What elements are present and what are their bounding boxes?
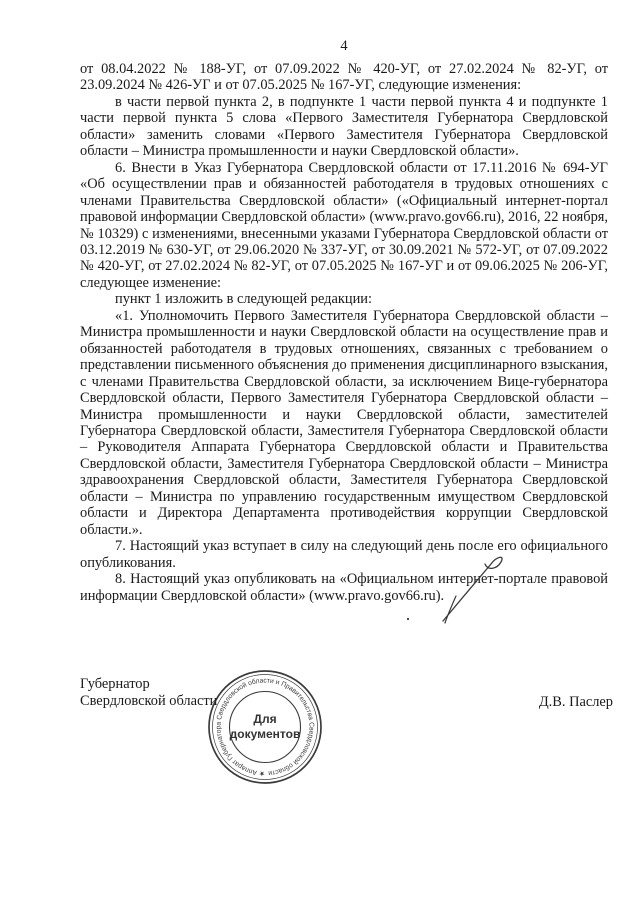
stamp-center-text-line1: Для <box>253 712 277 726</box>
ink-dot <box>407 618 409 620</box>
stamp-ring-text: ★ Аппарат Губернатора Свердловской области и Правительства Свердловской области <box>215 677 315 777</box>
paragraph: в части первой пункта 2, в подпункте 1 части первой пункта 4 и подпункте 1 части первой пункта 5 слова «Первого Заместителя Губернатора Свердловской области» заменить словами «Первого Заместителя Губернатора Свердловской области – Министра промышленности и науки Свердловской области». <box>80 93 608 160</box>
paragraph: от 08.04.2022 № 188-УГ, от 07.09.2022 № 420-УГ, от 27.02.2024 № 82-УГ, от 23.09.2024 № 426-УГ и от 07.05.2025 № 167-УГ, следующие изменения: <box>80 61 608 94</box>
official-round-stamp <box>190 652 340 802</box>
paragraph: пункт 1 изложить в следующей редакции: <box>115 291 372 308</box>
signatory-title-line2: Свердловской области <box>80 693 218 709</box>
paragraph: 6. Внести в Указ Губернатора Свердловской области от 17.11.2016 № 694-УГ «Об осуществлении прав и обязанностей работодателя в трудовых отношениях с членами Правительства Свердловской области» («Официальный интернет-портал правовой информации Свердловской области» (www.pravo.gov66.ru), 2016, 22 ноября, № 10329) с изменениями, внесенными указами Губернатора Свердловской области от 03.12.2019 № 630-УГ, от 29.06.2020 № 337-УГ, от 30.09.2021 № 572-УГ, от 07.09.2022 № 420-УГ, от 27.02.2024 № 82-УГ, от 07.05.2025 № 167-УГ и от 09.06.2025 № 206-УГ, следующее изменение: <box>80 159 608 291</box>
paragraph: «1. Уполномочить Первого Заместителя Губернатора Свердловской области – Министра промышленности и науки Свердловской области на осуществление прав и обязанностей работодателя в трудовых отношениях, связанных с требованием о представлении письменного объяснения до применения дисциплинарного взыскания, с членами Правительства Свердловской области, за исключением Вице-губернатора Свердловской области, Первого Заместителя Губернатора Свердловской области – Министра промышленности и науки Свердловской области, заместителей Губернатора Свердловской области, Заместителя Губернатора Свердловской области – Руководителя Аппарата Губернатора Свердловской области и Правительства Свердловской области, Заместителя Губернатора Свердловской области – Министра здравоохранения Свердловской области, Заместителя Губернатора Свердловской области – Министра по управлению государственным имуществом Свердловской области и Директора Департамента противодействия коррупции Свердловской области.». <box>80 307 608 538</box>
paragraph: 7. Настоящий указ вступает в силу на следующий день после его официального опубликования. <box>80 538 608 571</box>
handwritten-signature-stroke <box>400 545 515 630</box>
stamp-center-text-line2: документов <box>229 727 301 741</box>
paragraph: 8. Настоящий указ опубликовать на «Официальном интернет-портале правовой информации Свердловской области» (www.pravo.gov66.ru). <box>80 571 608 604</box>
decree-text <box>80 61 608 604</box>
signatory-title-line1: Губернатор <box>80 676 150 692</box>
signatory-name: Д.В. Паслер <box>538 694 613 710</box>
page-number: 4 <box>340 38 348 54</box>
